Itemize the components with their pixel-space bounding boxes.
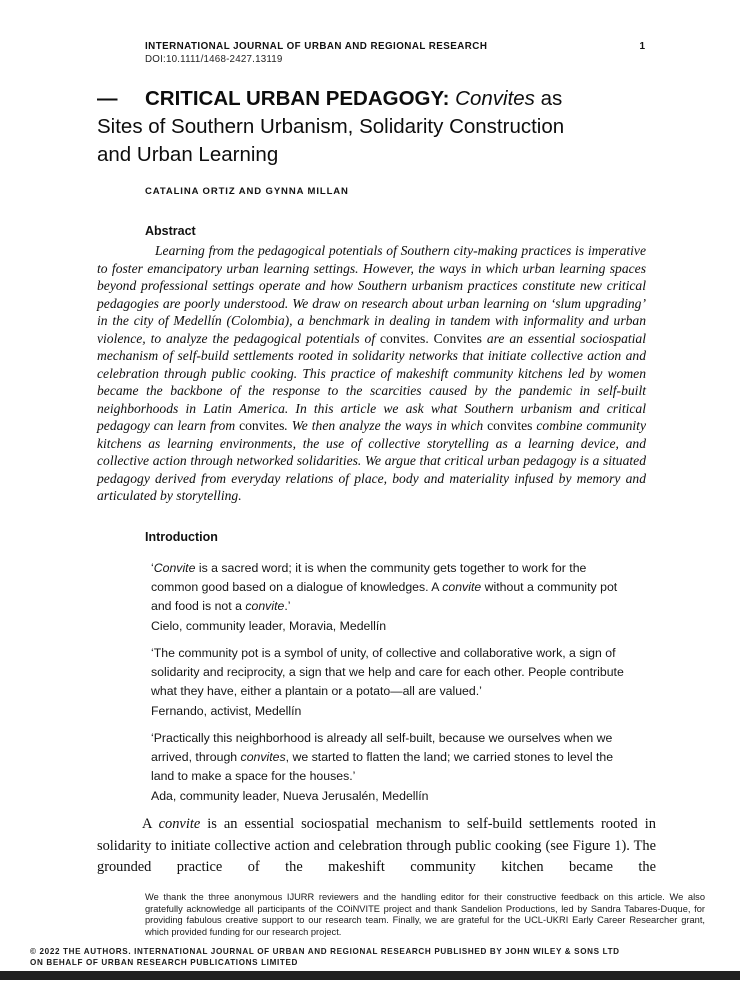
title-line: and Urban Learning xyxy=(97,143,279,166)
doi: DOI:10.1111/1468-2427.13119 xyxy=(145,54,283,65)
quote-text: ‘Practically this neighborhood is already all self-built, because we ourselves when we arrived, through convites, we started to flatten the land; we carried stones to level the land to make a space for the houses.’ xyxy=(151,731,614,784)
quote-attribution: Cielo, community leader, Moravia, Medellín xyxy=(151,618,387,633)
body-paragraph: A convite is an essential sociospatial mechanism to self-build settlements rooted in solidarity to initiate collective action and celebration through public cooking (see Figure 1). The grounded practice of the makeshift community kitchen became the xyxy=(97,816,656,876)
acknowledgement-footnote: We thank the three anonymous IJURR reviewers and the handling editor for their constructive feedback on this article. We also gratefully acknowledge all participants of the COiNVITE project and thank Sandelion Productions, led by Sandra Tabares-Duque, for providing fabulous creative support to our research team. Finally, we are grateful for the UCL-UKRI Early Career Researcher grant, which provided funding for our research project. xyxy=(145,892,705,938)
abstract-text: Learning from the pedagogical potentials of Southern city-making practices is imperative to foster emancipatory urban learning settings. However, the ways in which urban learning spaces beyond professional settings operate and how Southern urbanism practices constitute new critical pedagogies are poorly understood. We draw on research about urban learning on ‘slum upgrading’ in the city of Medellín (Colombia), a benchmark in dealing in tandem with informality and urban violence, to analyze the pedagogical potentials of convites. Convites are an essential sociospatial mechanism of self-build settlements rooted in solidarity networks that initiate collective action and celebration through public cooking. This practice of makeshift community kitchens led by women became the backbone of the response to the scarcities caused by the pandemic in self-built neighborhoods in Latin America. In this article we ask what Southern urbanism and critical pedagogy can learn from convites. We then analyze the ways in which convites combine community kitchens as learning environments, the use of collective storytelling as a learning device, and collective action through networked solidarities. We argue that critical urban pedagogy is a situated pedagogy derived from everyday relations of place, body and materiality infused by memory and articulated by storytelling. xyxy=(97,243,646,503)
copyright-line: © 2022 THE AUTHORS. INTERNATIONAL JOURNAL OF URBAN AND REGIONAL RESEARCH PUBLISHED BY JOHN WILEY & SONS LTD xyxy=(30,947,620,956)
page-number: 1 xyxy=(639,41,645,52)
title-dash: — xyxy=(97,87,118,110)
journal-header xyxy=(145,41,645,52)
quote-text: ‘Convite is a sacred word; it is when the community gets together to work for the common good based on a dialogue of knowledges. A convite without a community pot and food is not a convite.’ xyxy=(151,561,618,614)
authors: CATALINA ORTIZ AND GYNNA MILLAN xyxy=(145,186,349,197)
quote-attribution: Fernando, activist, Medellín xyxy=(151,703,302,718)
copyright-footer xyxy=(30,947,735,968)
quote-text: ‘The community pot is a symbol of unity, of collective and collaborative work, a sign of solidarity and reciprocity, a sign that we help and care for each other. People contribute what they have, either a plantain or a potato—all are valued.’ xyxy=(151,646,624,699)
quote-block xyxy=(151,559,632,636)
abstract-heading: Abstract xyxy=(145,224,196,238)
copyright-line: ON BEHALF OF URBAN RESEARCH PUBLICATIONS LIMITED xyxy=(30,957,299,967)
introduction-heading: Introduction xyxy=(145,530,218,544)
quote-block xyxy=(151,644,632,721)
article-title xyxy=(97,85,672,169)
next-page-edge-bar xyxy=(0,971,740,980)
journal-name: INTERNATIONAL JOURNAL OF URBAN AND REGIONAL RESEARCH xyxy=(145,41,488,52)
quote-attribution: Ada, community leader, Nueva Jerusalén, Medellín xyxy=(151,788,429,803)
title-line: Sites of Southern Urbanism, Solidarity Construction xyxy=(97,115,565,138)
title-line: CRITICAL URBAN PEDAGOGY: Convites as xyxy=(145,87,563,110)
quote-block xyxy=(151,729,632,806)
